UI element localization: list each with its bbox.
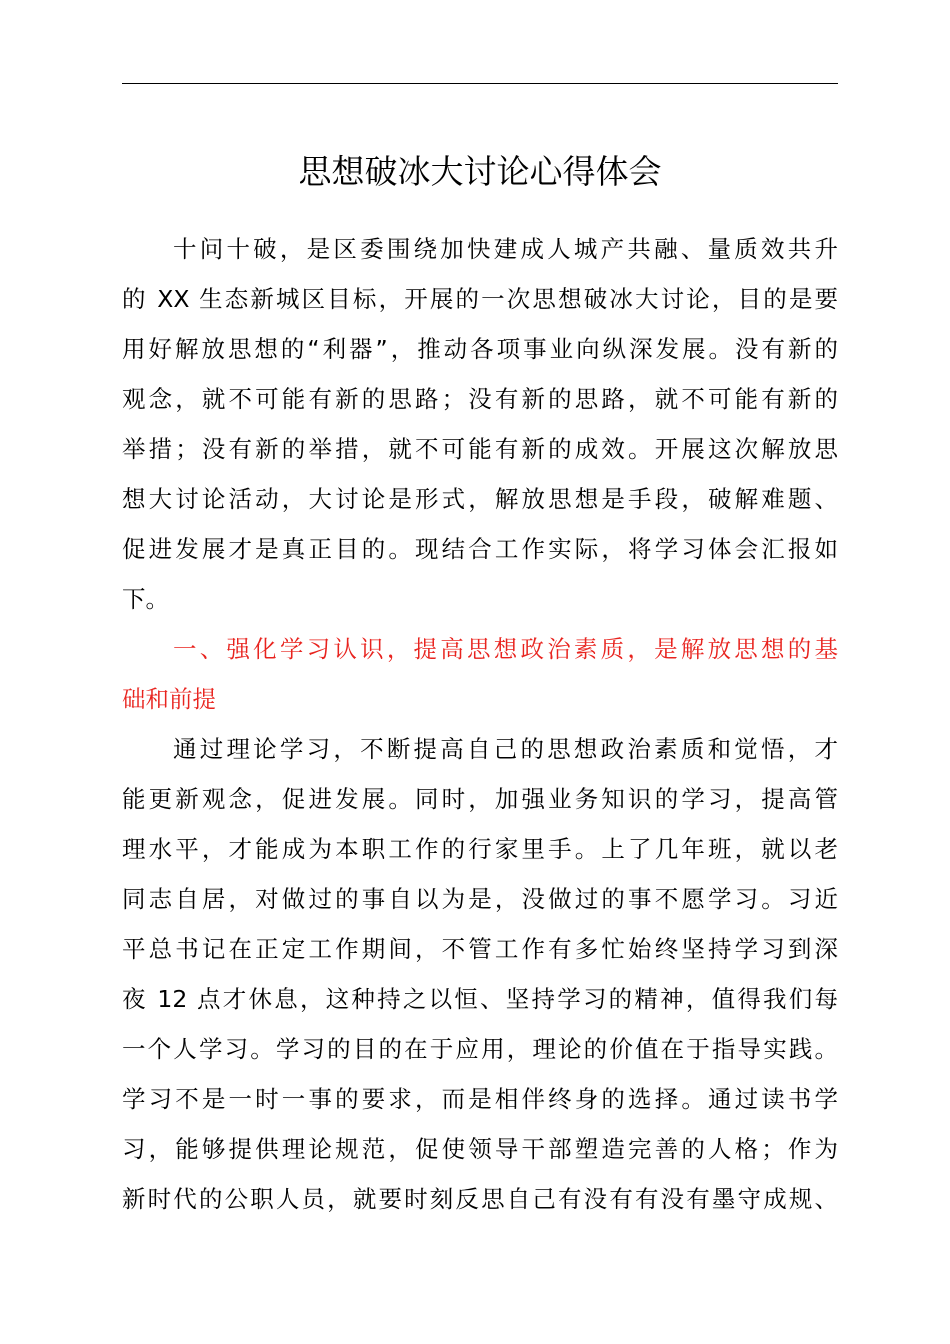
text-line: 观念，就不可能有新的思路；没有新的思路，就不可能有新的 (122, 385, 838, 413)
text-line: 举措；没有新的举措，就不可能有新的成效。开展这次解放思 (122, 435, 838, 463)
text-line: 同志自居，对做过的事自以为是，没做过的事不愿学习。习近 (122, 885, 838, 913)
text-line: 平总书记在正定工作期间，不管工作有多忙始终坚持学习到深 (122, 935, 838, 963)
header-rule (122, 83, 838, 84)
paragraph-intro (122, 224, 838, 624)
text-line: 用好解放思想的“利器”，推动各项事业向纵深发展。没有新的 (122, 335, 838, 363)
text-line: 通过理论学习，不断提高自己的思想政治素质和觉悟，才 (173, 735, 838, 763)
text-line: 夜 12 点才休息，这种持之以恒、坚持学习的精神，值得我们每 (122, 985, 838, 1013)
section-heading-1 (122, 624, 838, 724)
text-line: 一个人学习。学习的目的在于应用，理论的价值在于指导实践。 (122, 1035, 838, 1063)
text-line: 理水平，才能成为本职工作的行家里手。上了几年班，就以老 (122, 835, 838, 863)
text-line: 想大讨论活动，大讨论是形式，解放思想是手段，破解难题、 (122, 485, 838, 513)
paragraph-section-1 (122, 724, 838, 1224)
text-line: 新时代的公职人员，就要时刻反思自己有没有有没有墨守成规、 (122, 1185, 838, 1213)
text-line: 的 XX 生态新城区目标，开展的一次思想破冰大讨论，目的是要 (122, 285, 838, 313)
text-line: 下。 (122, 585, 169, 613)
text-line: 学习不是一时一事的要求，而是相伴终身的选择。通过读书学 (122, 1085, 838, 1113)
heading-line: 础和前提 (122, 685, 216, 713)
text-line: 习，能够提供理论规范，促使领导干部塑造完善的人格；作为 (122, 1135, 838, 1163)
document-body (122, 224, 838, 1224)
heading-line: 一、强化学习认识，提高思想政治素质，是解放思想的基 (173, 635, 838, 663)
text-line: 十问十破，是区委围绕加快建成人城产共融、量质效共升 (173, 235, 838, 263)
text-line: 促进发展才是真正目的。现结合工作实际，将学习体会汇报如 (122, 535, 838, 563)
document-title: 思想破冰大讨论心得体会 (298, 152, 662, 191)
text-line: 能更新观念，促进发展。同时，加强业务知识的学习，提高管 (122, 785, 838, 813)
